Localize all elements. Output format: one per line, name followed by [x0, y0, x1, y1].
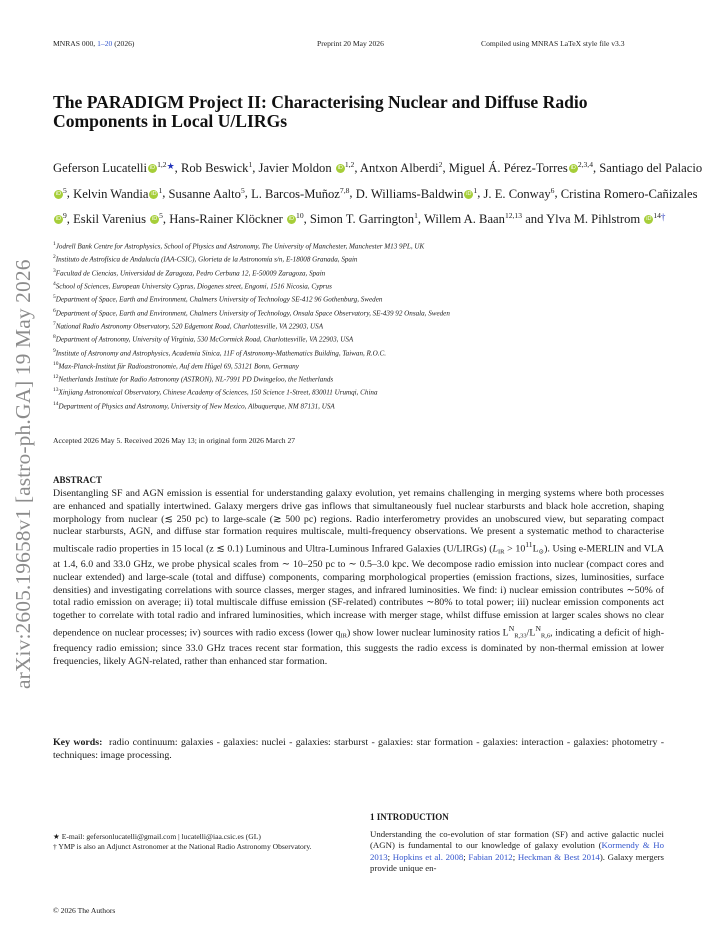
author-name: Eskil Varenius iD $^5$ [73, 210, 163, 227]
author-name: Ylva M. Pihlstrom iD $^{14\dagger}$ [546, 210, 666, 227]
orcid-icon[interactable]: iD [337, 165, 343, 172]
author-conjunction: and [525, 212, 547, 227]
affiliation-item: $^6$Department of Space, Earth and Environment, Chalmers University of Technology, Onsala Space Observatory, SE-439 92 Onsala, Sweden [53, 307, 450, 317]
copyright: © 2026 The Authors [53, 906, 116, 915]
dagger-icon[interactable]: † [660, 212, 666, 223]
author-name: Geferson Lucatelli iD $^{1,2★}$ [53, 160, 175, 176]
orcid-icon[interactable]: iD [646, 216, 652, 223]
affiliation-item: $^{14}$Department of Physics and Astronomy, University of New Mexico, Albuquerque, NM 87131, USA [53, 400, 335, 411]
page-range-link[interactable]: 1–20 [97, 39, 113, 48]
orcid-icon[interactable]: iD [55, 190, 62, 197]
author-name: D. Williams-Baldwin iD $^1$ [355, 185, 478, 201]
author-name: Miguel Á. Pérez-Torres iD $^{2,3,4}$ [448, 160, 593, 176]
footnotes [53, 832, 348, 852]
affiliation-item: $^5$Department of Space, Earth and Environment, Chalmers University of Technology SE-412 96 Gothenburg, Sweden [53, 294, 383, 304]
affiliation-item: $^{12}$Netherlands Institute for Radio Astronomy (ASTRON), NL-7991 PD Dwingeloo, the Netherlands [53, 374, 334, 384]
orcid-icon[interactable]: iD [152, 216, 158, 223]
abstract-heading: ABSTRACT [53, 475, 103, 485]
author-name: Susanne Aalto$^5$ [168, 185, 245, 201]
orcid-icon[interactable]: iD [151, 190, 157, 197]
abstract-text: Disentangling SF and AGN emission is essential for understanding galaxy evolution, yet remains challenging in merging systems where both processes are enhanced and spatially intertwined. Galaxy mergers drive gas inflows that simultaneously fuel nuclear starbursts and black hole accretion, shaping morphology from nuclear (≲ 250 pc) to large-scale (≳ 500 pc) regions. Radio interferometry provides an unobscured view, but separating compact nuclear starbursts, AGN, and diffuse star formation requires multiscale, multi-frequency observations. We present a systematic method to characterise multiscale radio properties in 15 local (z ≲ 0.1) Luminous and Ultra-Luminous Infrared Galaxies (U/LIRGs) $(L_{IR} > 10^{11}L_⊙)$. Using e-MERLIN and VLA at 1.4, 6.0 and 33.0 GHz, we probe physical scales from ∼ 10–250 pc to ∼ 0.5–3.0 kpc. We decompose radio emission into nuclear (compact cores and nuclear extended) and large-scale (total and diffuse) components, comparing morphological properties (emission fractions, sizes, luminosities, surface densities) and investigating correlations with source classes, merger stages, and infrared luminosities. We find: i) nuclear emission contributes ∼50% of total radio emission on average; ii) total multiscale diffuse emission (SF-related) contributes ∼80% to total power; iii) nuclear emission components act together to correlate with total radio and infrared luminosities, which increase with merger stage, whilst diffuse emission at larger scales shows no clear dependence on nuclear processes; iv) sources with radio excess (lower $q_{IR}$) show lower nuclear luminosity ratios $L^N_{R,33}/L^N_{R,6}$, indicating a deficit of high-frequency radio emission; since 33.0 GHz traces recent star formation, this suggests the radio excess is dominated by non-thermal emission at lower frequencies, likely AGN-related, rather than enhanced star formation. [53, 488, 665, 667]
author-name: Kelvin Wandia iD $^1$ [73, 185, 163, 201]
author-name: Rob Beswick$^1$ [180, 160, 253, 176]
affiliation-list [53, 239, 693, 412]
keywords: Key words: radio continuum: galaxies - galaxies: nuclei - galaxies: starburst - galaxies: star formation - galaxies: interaction - galaxies: photometry - techniques: image processing. [53, 737, 665, 761]
arxiv-stamp[interactable]: arXiv:2605.19658v1 [astro-ph.GA] 19 May 2026 [11, 259, 35, 689]
page-title: The PARADIGM Project II: Characterising Nuclear and Diffuse Radio Components in Local U/LIRGs [53, 92, 588, 131]
orcid-icon[interactable]: iD [55, 216, 62, 223]
affiliation-item: $^2$Instituto de Astrofísica de Andalucía (IAA-CSIC), Glorieta de la Astronomía s/n, E-18008 Granada, Spain [53, 254, 358, 264]
orcid-icon[interactable]: iD [288, 216, 295, 223]
journal-ref: MNRAS 000, 1–20 (2026) [53, 39, 135, 48]
author-name: Cristina Romero-Cañizales iD $^9$ [55, 186, 698, 223]
orcid-icon[interactable]: iD [570, 165, 576, 172]
author-name: Javier Moldon iD $^{1,2}$ [258, 160, 355, 176]
affiliation-item: $^3$Facultad de Ciencias, Universidad de Zaragoza, Pedro Cerbuna 12, E-50009 Zaragoza, Spain [53, 267, 326, 277]
author-name: Willem A. Baan$^{12,13}$ [423, 210, 523, 227]
author-name: Simon T. Garrington$^1$ [309, 210, 418, 227]
dagger-footnote: † YMP is also an Adjunct Astronomer at the National Radio Astronomy Observatory. [53, 841, 312, 851]
author-list: Geferson Lucatelli iD $^{1,2★}$, Rob Beswick$^1$, Javier Moldon iD $^{1,2}$, Antxon Alberdi$^2$, Miguel Á. Pérez-Torres iD $^{2,3,4}$, Santiago del PalacioiD $^5$, Kelvin Wandia iD $^1$, Susanne Aalto$^5$, L. Barcos-Muñoz$^{7,8}$, D. Williams-Baldwin iD $^1$, J. E. Conway$^6$, Cristina Romero-Cañizales iD $^9$, Eskil Varenius iD $^5$, Hans-Rainer Klöckner iD $^{10}$, Simon T. Garrington$^1$, Willem A. Baan$^{12,13}$ and Ylva M. Pihlstrom iD $^{14\dagger}$ [53, 160, 703, 227]
author-name: J. E. Conway$^6$ [483, 185, 555, 201]
author-name: L. Barcos-Muñoz$^{7,8}$ [251, 185, 350, 201]
orcid-icon[interactable]: iD [466, 190, 472, 197]
accepted-dates: Accepted 2026 May 5. Received 2026 May 13; in original form 2026 March 27 [53, 436, 296, 445]
affiliation-item: $^9$Institute of Astronomy and Astrophysics, Academia Sinica, 11F of Astronomy-Mathematics Building, Taiwan, R.O.C. [53, 347, 387, 357]
compiled-note: Compiled using MNRAS LaTeX style file v3.3 [481, 39, 625, 48]
citation-link[interactable]: Kormendy & Ho 2013 [370, 840, 664, 862]
corresponding-star-icon[interactable]: ★ [166, 161, 175, 172]
affiliation-item: $^{10}$Max-Planck-Institut für Radioastronomie, Auf dem Hügel 69, 53121 Bonn, Germany [53, 360, 299, 371]
citation-link[interactable]: Hopkins et al. 2008 [392, 851, 464, 862]
introduction-heading: 1 INTRODUCTION [370, 812, 449, 822]
affiliation-item: $^7$National Radio Astronomy Observatory, 520 Edgemont Road, Charlottesville, VA 22903, USA [53, 320, 324, 331]
preprint-date: Preprint 20 May 2026 [317, 39, 384, 48]
affiliation-item: $^{13}$Xinjiang Astronomical Observatory, Chinese Academy of Sciences, 150 Science 1-Street, 830011 Urumqi, China [53, 387, 378, 397]
affiliation-item: $^4$School of Sciences, European University Cyprus, Diogenes street, Engomi, 1516 Nicosia, Cyprus [53, 280, 332, 291]
orcid-icon[interactable]: iD [149, 165, 156, 172]
affiliation-item: $^1$Jodrell Bank Centre for Astrophysics, School of Physics and Astronomy, The University of Manchester, Manchester M13 9PL, UK [53, 241, 425, 251]
citation-link[interactable]: Fabian 2012 [468, 851, 513, 862]
email-footnote: ★ E-mail: gefersonlucatelli@gmail.com | lucatelli@iaa.csic.es (GL) [53, 832, 261, 841]
affiliation-item: $^8$Department of Astronomy, University of Virginia, 530 McCormick Road, Charlottesville, VA 22903, USA [53, 334, 354, 344]
author-name: Hans-Rainer Klöckner iD $^{10}$ [169, 210, 304, 227]
citation-link[interactable]: Heckman & Best 2014 [517, 851, 600, 862]
introduction-text: Understanding the co-evolution of star formation (SF) and active galactic nuclei (AGN) is fundamental to our knowledge of galaxy evolution (Kormendy & Ho 2013; Hopkins et al. 2008; Fabian 2012; Heckman & Best 2014). Galaxy mergers provide unique en- [370, 829, 664, 874]
author-name: Santiago del PalacioiD $^5$ [55, 161, 703, 197]
author-name: Antxon Alberdi$^2$ [359, 160, 443, 176]
